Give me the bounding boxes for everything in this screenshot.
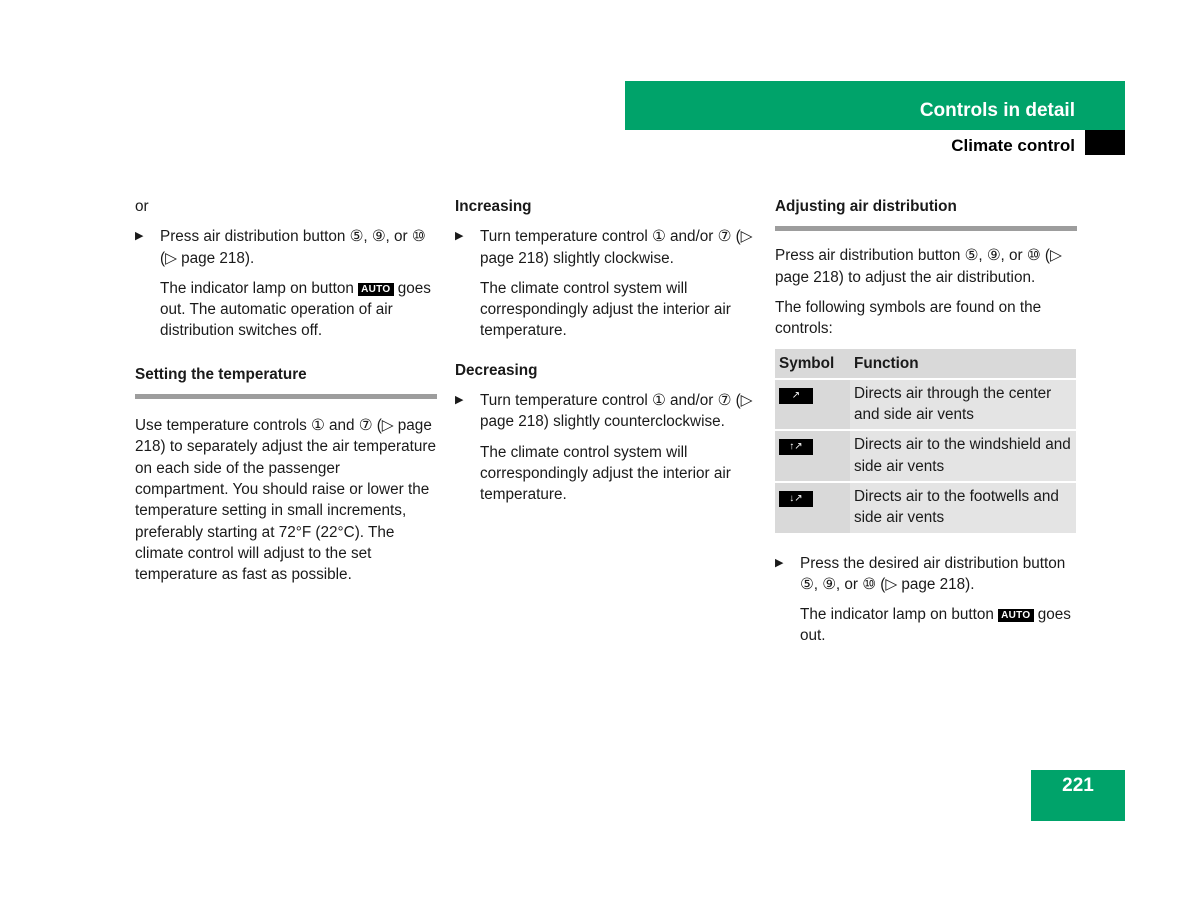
section-title: Controls in detail (919, 100, 1075, 121)
page-number: 221 (1031, 770, 1125, 821)
heading-increasing: Increasing (455, 198, 532, 215)
subsection-marker (1085, 130, 1125, 155)
note (135, 278, 437, 342)
note: The climate control system will correspondingly adjust the interior air temperature. (480, 443, 731, 504)
bullet-triangle-icon: ▶ (775, 556, 784, 569)
step-text: Press air distribution button ⑤, ⑨, or ⑩ (▷ page 218). (160, 228, 426, 267)
table-row (775, 481, 1076, 533)
auto-button-icon: AUTO (358, 283, 393, 296)
bullet-triangle-icon: ▶ (135, 230, 144, 243)
column-left (135, 196, 437, 594)
step-text: Press the desired air distribution button ⑤, ⑨, or ⑩ (▷ page 218). (800, 554, 1066, 593)
air-center-side-vents-icon: ↗ (779, 388, 813, 404)
air-windshield-side-vents-icon: ↑↗ (779, 439, 813, 455)
function-cell: Directs air to the windshield and side air vents (850, 429, 1076, 481)
body-text: Press air distribution button ⑤, ⑨, or ⑩ (▷ page 218) to adjust the air distribution. (775, 247, 1062, 286)
column-middle (455, 196, 757, 515)
step-item (455, 390, 757, 433)
column-header: Symbol (775, 349, 850, 377)
note-text: goes out. The automatic operation of air distribution switches off. (160, 279, 431, 340)
bullet-triangle-icon: ▶ (455, 394, 464, 407)
column-right (775, 196, 1077, 656)
note-text: The indicator lamp on button (160, 279, 354, 297)
step-text: Turn temperature control ① and/or ⑦ (▷ page 218) slightly counterclockwise. (480, 392, 753, 431)
note-text: The indicator lamp on button (800, 606, 994, 624)
step-item (775, 553, 1077, 596)
or-text: or (135, 198, 149, 215)
heading-rule (135, 394, 437, 399)
column-header: Function (850, 349, 1076, 377)
body-text: The following symbols are found on the controls: (775, 298, 1042, 338)
step-text: Turn temperature control ① and/or ⑦ (▷ page 218) slightly clockwise. (480, 228, 753, 267)
symbol-table (775, 349, 1076, 532)
note-text: goes out. (800, 606, 1071, 645)
table-row (775, 429, 1076, 481)
heading-decreasing: Decreasing (455, 361, 538, 379)
heading-setting-temperature: Setting the temperature (135, 365, 307, 383)
table-header-row (775, 349, 1076, 377)
body-text: Use temperature controls ① and ⑦ (▷ page 218) to separately adjust the air temperature on each side of the passenger compartment. You should raise or lower the temperature setting in small increments, preferably starting at 72°F (22°C). The climate control will adjust to the set temperature as fast as possible. (135, 417, 437, 584)
function-cell: Directs air to the footwells and side air vents (850, 481, 1076, 533)
step-item (455, 226, 757, 269)
bullet-triangle-icon: ▶ (455, 230, 464, 243)
auto-button-icon: AUTO (998, 609, 1033, 622)
step-item (135, 226, 437, 269)
air-footwell-side-vents-icon: ↓↗ (779, 491, 813, 507)
function-cell: Directs air through the center and side air vents (850, 378, 1076, 430)
subsection-title: Climate control (951, 136, 1075, 155)
table-row (775, 378, 1076, 430)
heading-rule (775, 226, 1077, 231)
note (775, 604, 1077, 647)
heading-air-distribution: Adjusting air distribution (775, 198, 957, 215)
note: The climate control system will correspondingly adjust the interior air temperature. (480, 279, 731, 340)
